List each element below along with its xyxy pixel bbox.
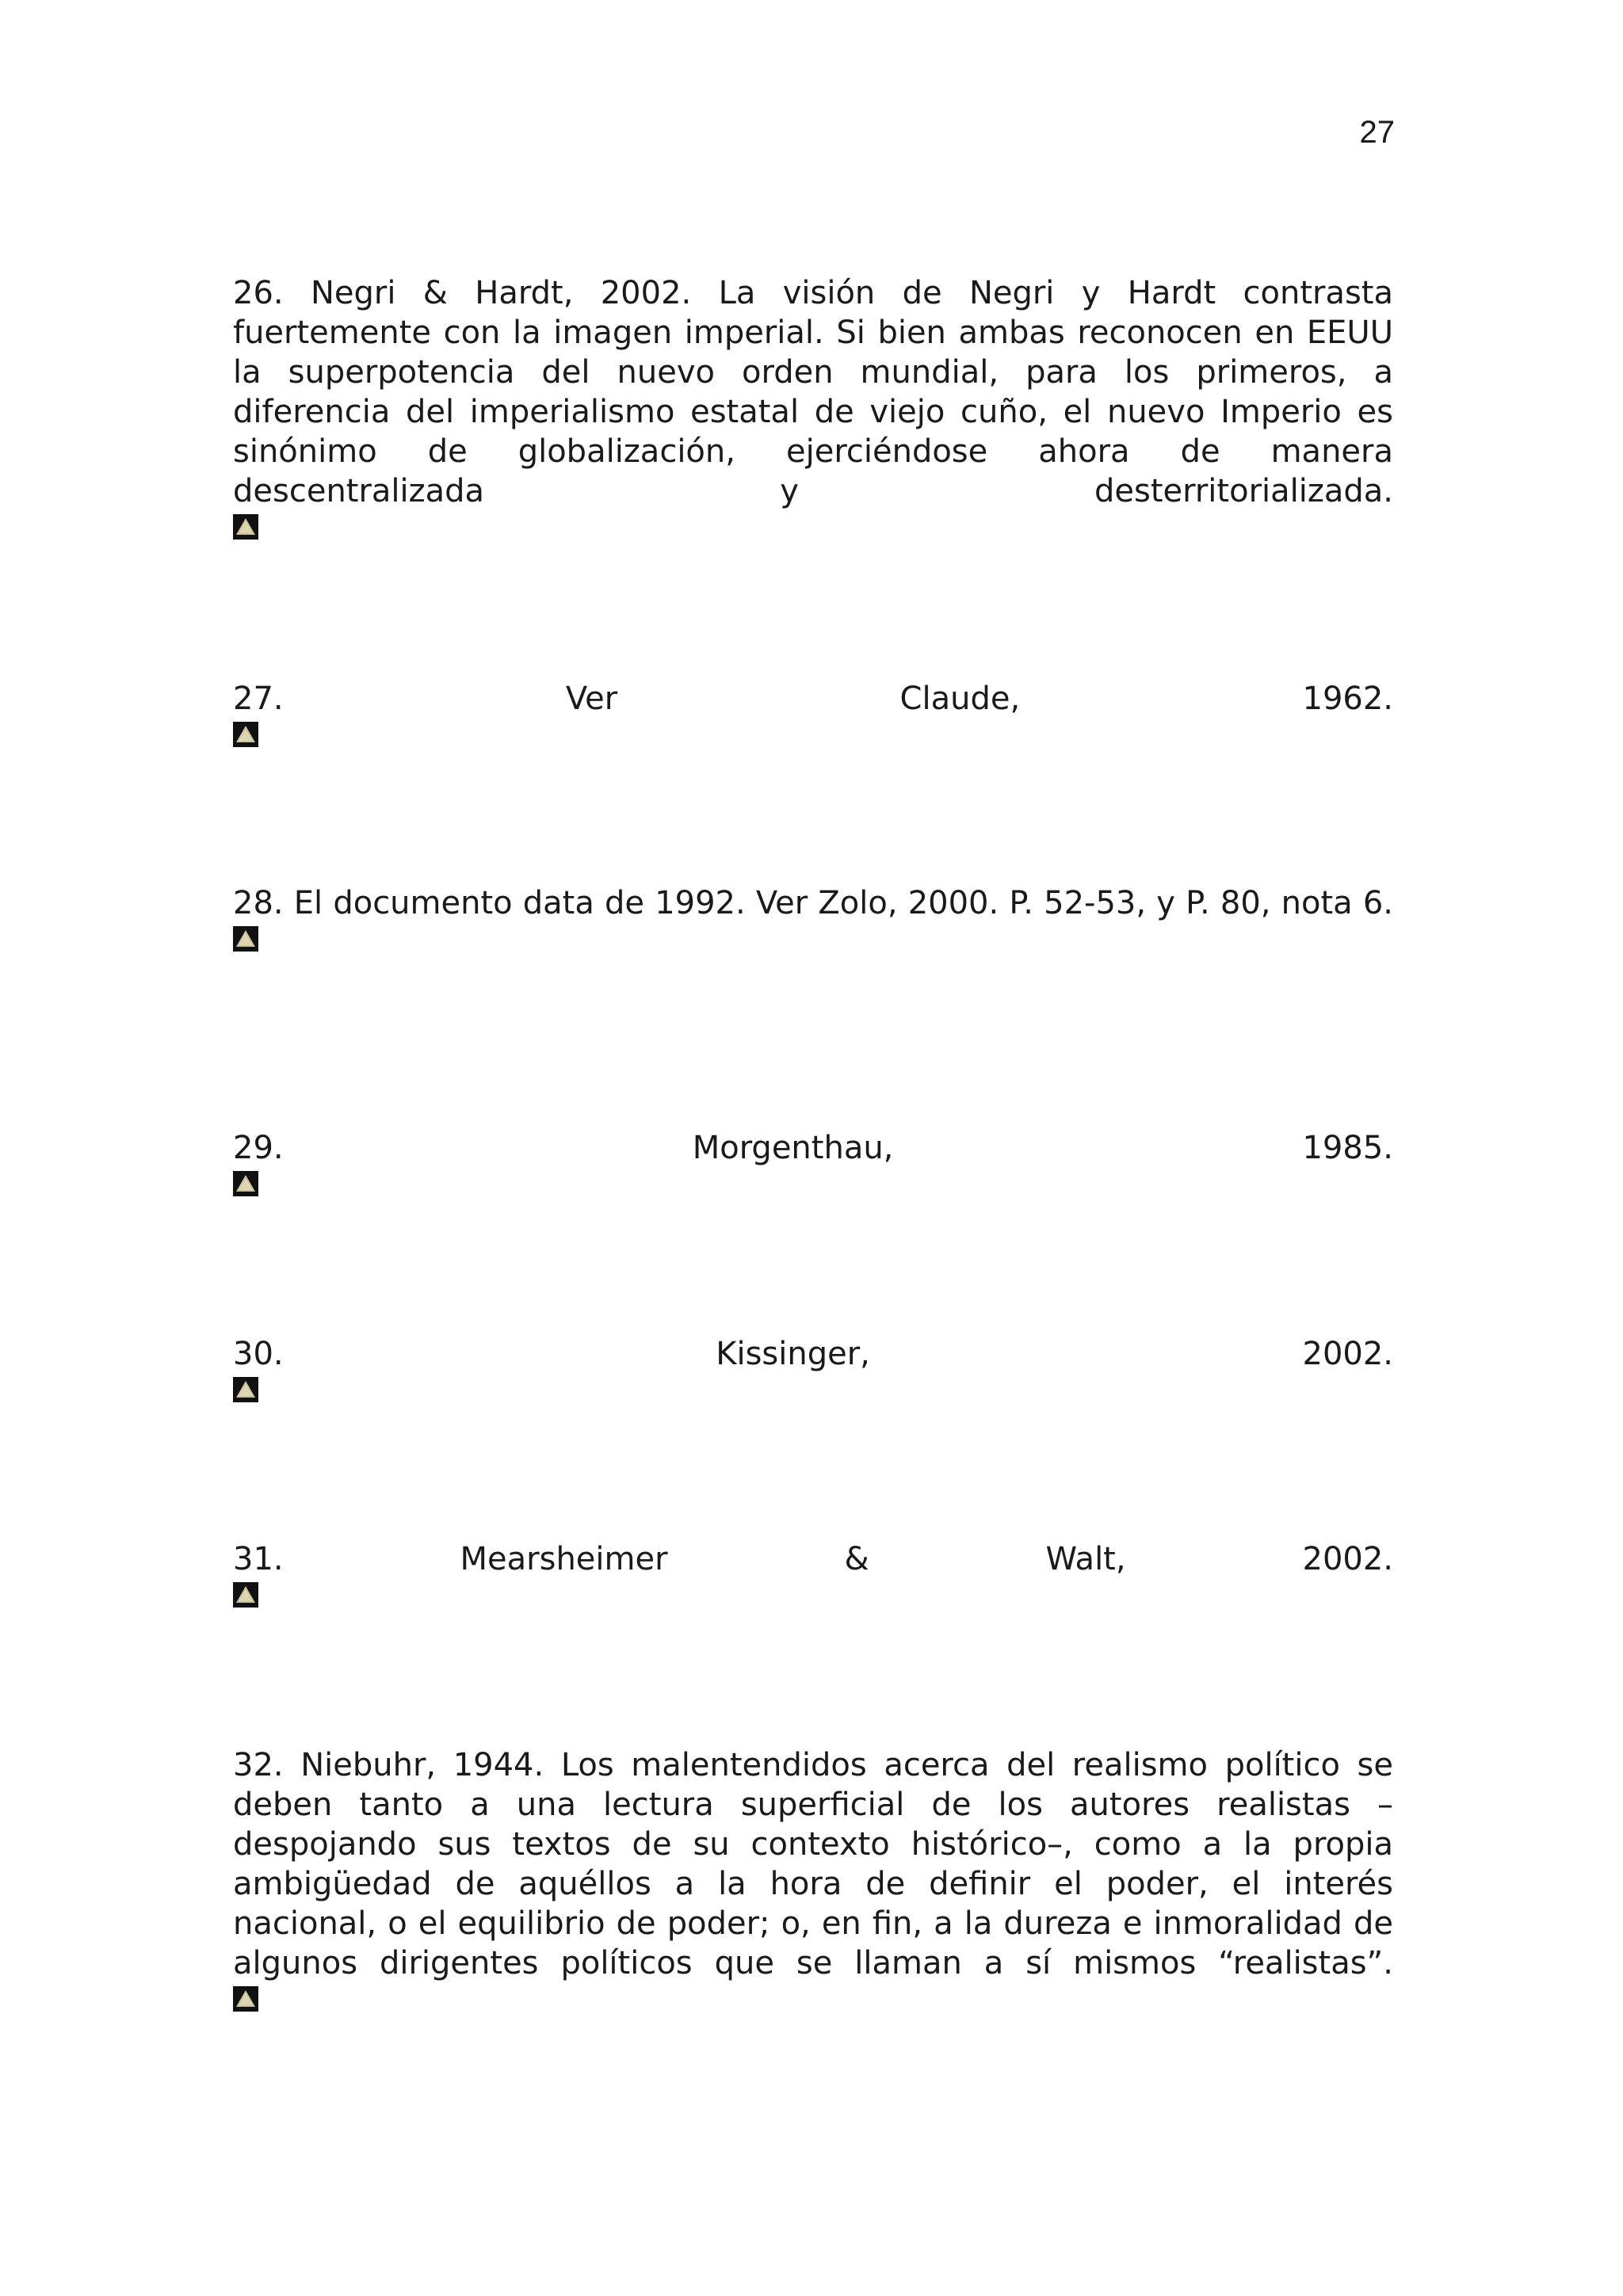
page-number: 27: [1359, 115, 1395, 150]
footnote-text: 26. Negri & Hardt, 2002. La visión de Negri y Hardt contrasta fuertemente con la imagen imperial. Si bien ambas reconocen en EEUU la superpotencia del nuevo orden mundial, para los primeros, a diferencia del imperialismo estatal de viejo cuño, el nuevo Imperio es sinónimo de globalización, ejerciéndose ahora de manera descentralizada y desterritorializada.: [233, 275, 1393, 509]
footnote-text: 32. Niebuhr, 1944. Los malentendidos acerca del realismo político se deben tanto a una lectura superficial de los autores realistas –despojando sus textos de su contexto histórico–, como a la propia ambigüedad de aquéllos a la hora de definir el poder, el interés nacional, o el equilibrio de poder; o, en fin, a la dureza e inmoralidad de algunos dirigentes políticos que se llaman a sí mismos “realistas”.: [233, 1747, 1393, 1981]
back-to-text-icon[interactable]: [233, 1582, 258, 1608]
footnote-32: [233, 1745, 1393, 2012]
footnote-text: 31. Mearsheimer & Walt, 2002.: [233, 1541, 1393, 1577]
back-to-text-icon[interactable]: [233, 1377, 258, 1402]
footnote-31: [233, 1539, 1393, 1608]
footnote-text: 29. Morgenthau, 1985.: [233, 1130, 1393, 1166]
footnote-28: [233, 883, 1393, 952]
footnote-text: 27. Ver Claude, 1962.: [233, 681, 1393, 717]
back-to-text-icon[interactable]: [233, 1171, 258, 1196]
footnote-text: 28. El documento data de 1992. Ver Zolo, 2000. P. 52-53, y P. 80, nota 6.: [233, 885, 1393, 921]
footnote-26: [233, 273, 1393, 540]
back-to-text-icon[interactable]: [233, 514, 258, 540]
back-to-text-icon[interactable]: [233, 722, 258, 747]
back-to-text-icon[interactable]: [233, 926, 258, 952]
footnote-27: [233, 679, 1393, 747]
footnote-text: 30. Kissinger, 2002.: [233, 1336, 1393, 1372]
footnote-30: [233, 1334, 1393, 1402]
footnote-29: [233, 1128, 1393, 1196]
back-to-text-icon[interactable]: [233, 1986, 258, 2012]
